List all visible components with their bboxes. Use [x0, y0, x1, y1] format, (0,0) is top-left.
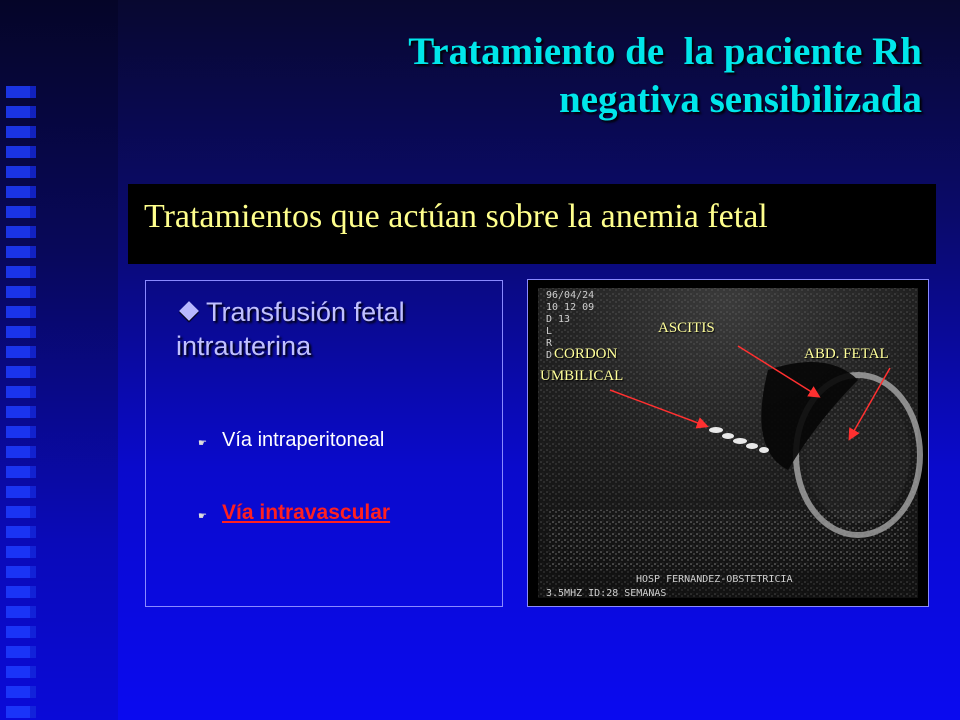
main-bullet — [176, 295, 486, 363]
us-footer-settings: 3.5MHZ ID:28 SEMANAS — [546, 588, 667, 599]
square-pattern — [6, 86, 30, 720]
slide-title — [202, 28, 922, 124]
left-decorative-strip — [0, 0, 118, 720]
sub-item-label: Vía intraperitoneal — [222, 429, 385, 451]
subtitle-banner — [128, 184, 936, 264]
pointing-hand-icon: ☛ — [198, 510, 207, 522]
sub-item-intraperitoneal — [198, 429, 384, 452]
us-header-line: 96/04/24 — [546, 290, 595, 301]
us-header-line: D — [546, 350, 553, 361]
us-header-line: D 13 — [546, 314, 571, 325]
bullet-panel — [145, 280, 503, 607]
us-header-line: L — [546, 326, 553, 337]
ultrasound-image-panel — [527, 279, 929, 607]
label-ascitis: ASCITIS — [658, 320, 715, 336]
title-line-1: Tratamiento de la paciente Rh — [408, 30, 922, 73]
pointing-hand-icon: ☛ — [198, 438, 207, 449]
title-line-2: negativa sensibilizada — [559, 78, 922, 121]
ultrasound-image — [528, 280, 928, 606]
main-bullet-text: Transfusión fetal intrauterina — [176, 297, 405, 361]
us-header-line: R — [546, 338, 553, 349]
sub-item-link[interactable]: Vía intravascular — [222, 501, 391, 524]
label-umbilical: UMBILICAL — [540, 368, 624, 384]
label-abd-fetal: ABD. FETAL — [804, 346, 889, 362]
subtitle-text: Tratamientos que actúan sobre la anemia fetal — [144, 198, 768, 235]
us-header-line: 10 12 09 — [546, 302, 595, 313]
square-pattern-edge — [30, 86, 36, 720]
diamond-bullet-icon — [179, 301, 199, 321]
us-footer-hospital: HOSP FERNANDEZ-OBSTETRICIA — [636, 574, 793, 585]
sub-item-intravascular[interactable] — [198, 501, 390, 525]
label-cordon: CORDON — [554, 346, 618, 362]
